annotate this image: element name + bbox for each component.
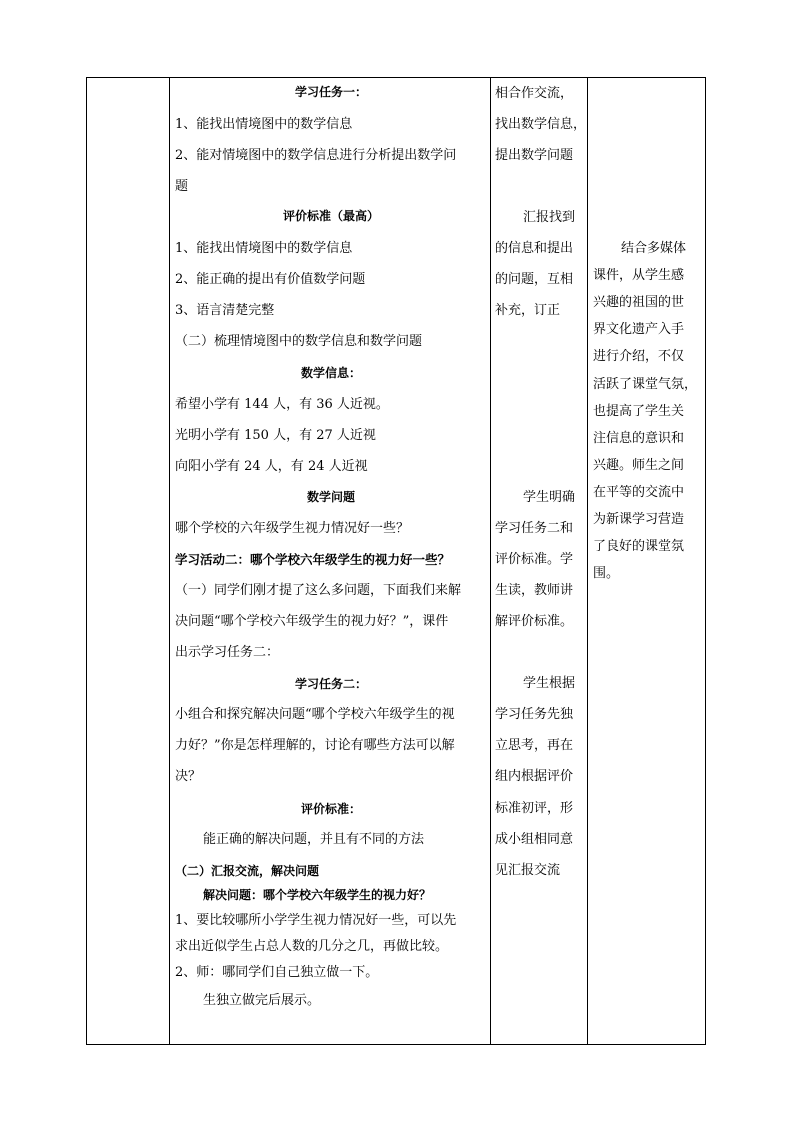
solve-line: 求出近似学生占总人数的几分之几，再做比较。 [175, 939, 449, 954]
task2-line: 力好？”你是怎样理解的，讨论有哪些方法可以解 [175, 738, 455, 753]
solve-line: 1、要比较哪所小学学生视力情况好一些，可以先 [175, 913, 457, 928]
student-line: 标准初评，形 [495, 801, 574, 816]
criteria1-title: 评价标准（最高） [282, 209, 379, 223]
activity2-line: 出示学习任务二： [175, 645, 280, 660]
solve-line: 生独立做完后展示。 [203, 993, 321, 1008]
student-line: 成小组相同意 [495, 832, 574, 847]
student-line: 提出数学问题 [495, 148, 574, 163]
task2-line: 小组合和探究解决问题“哪个学校六年级学生的视 [175, 707, 455, 722]
task2-title: 学习任务二： [294, 677, 367, 691]
info-title: 数学信息： [300, 366, 361, 380]
info-item: 向阳小学有 24 人，有 24 人近视 [175, 459, 368, 474]
student-line: 评价标准。学 [495, 552, 574, 567]
student-line: 相合作交流， [495, 86, 574, 101]
student-line: 组内根据评价 [495, 769, 574, 784]
teaching-content-column [175, 78, 487, 1044]
intent-line: 结合多媒体 [621, 241, 687, 256]
task1-title: 学习任务一： [294, 85, 367, 99]
criteria2-text: 能正确的解决问题，并且有不同的方法 [203, 832, 425, 847]
activity2-line: 决问题“哪个学校六年级学生的视力好？”，课件 [175, 614, 449, 629]
intent-line: 也提高了学生关 [593, 404, 685, 419]
intent-line: 围。 [593, 566, 620, 581]
activity2-title: 学习活动二：哪个学校六年级学生的视力好一些？ [175, 552, 451, 567]
criteria1-item: 3、语言清楚完整 [175, 303, 275, 318]
criteria2-title: 评价标准： [300, 802, 361, 816]
question-text: 哪个学校的六年级学生视力情况好一些？ [175, 521, 410, 536]
intent-line: 为新课学习营造 [593, 512, 685, 527]
intent-line: 注信息的意识和 [593, 431, 685, 446]
student-line: 学习任务二和 [495, 521, 574, 536]
student-line: 生读，教师讲 [495, 583, 574, 598]
criteria1-item: 2、能正确的提出有价值数学问题 [175, 272, 366, 287]
intent-line: 在平等的交流中 [593, 485, 685, 500]
intent-line: 界文化遗产入手 [593, 322, 685, 337]
solve-line: 2、师：哪同学们自己独立做一下。 [175, 965, 379, 980]
section2-title: （二）梳理情境图中的数学信息和数学问题 [175, 334, 423, 349]
student-activity-column [495, 78, 587, 1044]
intent-line: 活跃了课堂气氛， [593, 377, 698, 392]
design-intent-column [593, 78, 705, 1044]
task1-item: 题 [175, 179, 189, 194]
student-line: 见汇报交流 [495, 863, 561, 878]
question-title: 数学问题 [306, 490, 355, 504]
student-line: 汇报找到 [523, 210, 576, 225]
student-line: 学生明确 [523, 490, 576, 505]
column-divider [587, 78, 588, 1044]
column-divider [169, 78, 170, 1044]
section3-title: （二）汇报交流，解决问题 [175, 864, 320, 878]
student-line: 的问题，互相 [495, 272, 574, 287]
student-line: 的信息和提出 [495, 241, 574, 256]
task1-item: 1、能找出情境图中的数学信息 [175, 117, 353, 132]
lesson-plan-table [86, 77, 706, 1045]
criteria1-item: 1、能找出情境图中的数学信息 [175, 241, 353, 256]
intent-line: 课件，从学生感 [593, 268, 685, 283]
student-line: 补充，订正 [495, 303, 561, 318]
intent-line: 进行介绍，不仅 [593, 349, 685, 364]
student-line: 立思考，再在 [495, 738, 574, 753]
student-line: 学生根据 [523, 676, 576, 691]
stage-column [87, 78, 169, 1044]
task2-line: 决？ [175, 769, 202, 784]
column-divider [490, 78, 491, 1044]
student-line: 解评价标准。 [495, 614, 574, 629]
intent-line: 兴趣。师生之间 [593, 458, 685, 473]
info-item: 光明小学有 150 人，有 27 人近视 [175, 428, 376, 443]
activity2-line: （一）同学们刚才提了这么多问题，下面我们来解 [175, 583, 462, 598]
intent-line: 兴趣的祖国的世 [593, 295, 685, 310]
task1-item: 2、能对情境图中的数学信息进行分析提出数学问 [175, 148, 457, 163]
intent-line: 了良好的课堂氛 [593, 539, 685, 554]
solve-title: 解决问题：哪个学校六年级学生的视力好？ [203, 888, 432, 902]
student-line: 学习任务先独 [495, 707, 574, 722]
info-item: 希望小学有 144 人，有 36 人近视。 [175, 397, 389, 412]
student-line: 找出数学信息， [495, 117, 587, 132]
